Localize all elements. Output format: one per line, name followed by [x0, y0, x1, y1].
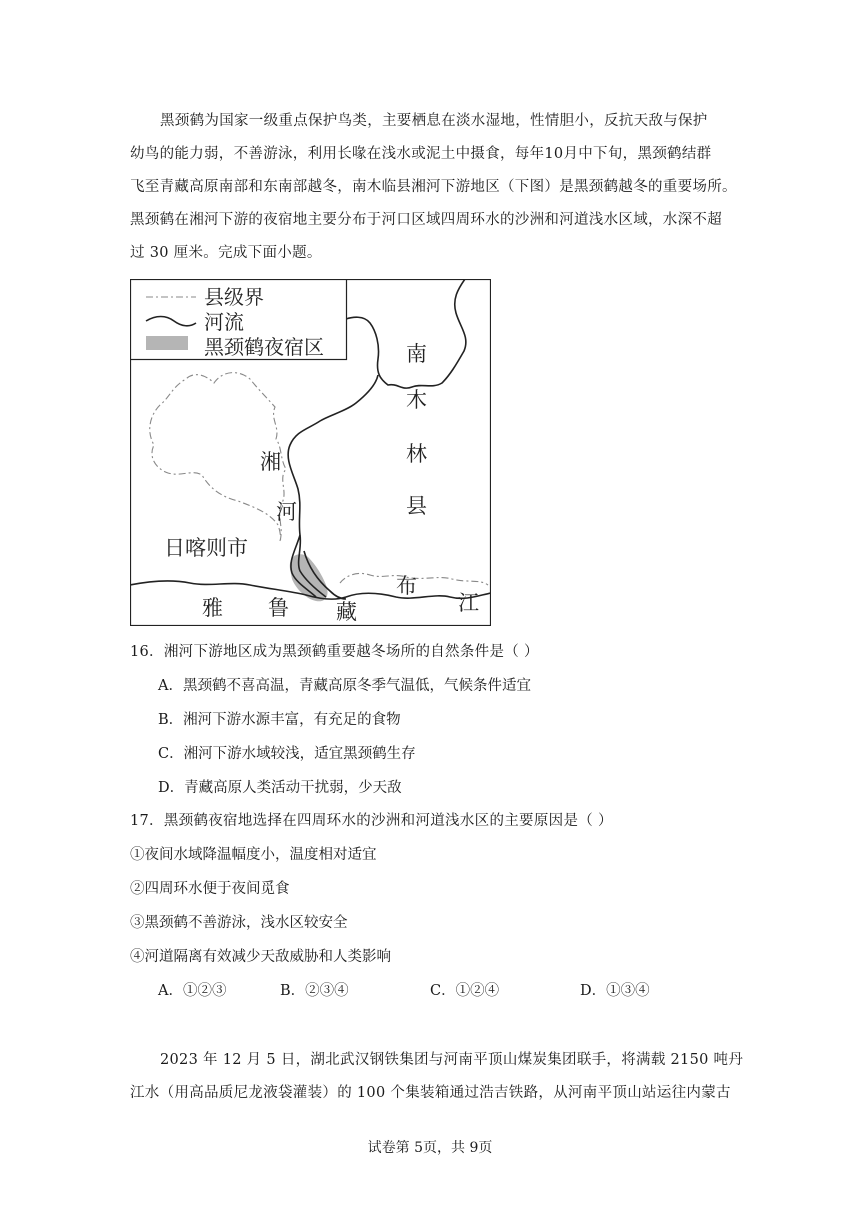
- nanmulin-county-label: 县: [406, 494, 427, 518]
- question-16-stem: 16．湘河下游地区成为黑颈鹤重要越冬场所的自然条件是（ ）: [130, 644, 539, 660]
- yarlung-river-label: 布: [396, 574, 417, 598]
- map-legend: [131, 280, 347, 360]
- question-17-item: ①夜间水域降温幅度小，温度相对适宜: [130, 847, 377, 863]
- question-17-item: ②四周环水便于夜间觅食: [130, 881, 290, 897]
- intro-line: 飞至青藏高原南部和东南部越冬，南木临县湘河下游地区（下图）是黑颈鹤越冬的重要场所。: [130, 179, 737, 195]
- intro-line: 过 30 厘米。完成下面小题。: [130, 245, 322, 261]
- question-16-option-a: A．黑颈鹤不喜高温，青藏高原冬季气温低，气候条件适宜: [158, 678, 531, 694]
- legend-county-boundary-label: 县级界: [204, 285, 264, 309]
- page-footer: 试卷第 5页，共 9页: [367, 1140, 493, 1156]
- nanmulin-county-label: 木: [406, 388, 427, 412]
- intro-line: 幼鸟的能力弱，不善游泳，利用长喙在浅水或泥土中摄食，每年10月中下旬，黑颈鹤结群: [130, 146, 712, 162]
- question-17-item: ④河道隔离有效减少天敌威胁和人类影响: [130, 949, 391, 965]
- yarlung-river-label: 江: [458, 591, 479, 615]
- legend-roost-area-label: 黑颈鹤夜宿区: [204, 335, 324, 359]
- question-16-option-d: D．青藏高原人类活动干扰弱，少天敌: [158, 780, 402, 796]
- next-passage-line: 江水（用高品质尼龙液袋灌装）的 100 个集装箱通过浩吉铁路，从河南平顶山站运往内蒙古: [130, 1085, 731, 1101]
- intro-line: 黑颈鹤为国家一级重点保护鸟类，主要栖息在淡水湿地，性情胆小，反抗天敌与保护: [160, 113, 708, 129]
- shigatse-city-label: 日喀则市: [164, 536, 248, 560]
- yarlung-river-label: 雅: [202, 596, 223, 620]
- question-17-option-a: A．①②③: [158, 983, 227, 999]
- intro-line: 黑颈鹤在湘河下游的夜宿地主要分布于河口区域四周环水的沙洲和河道浅水区域，水深不超: [130, 212, 722, 228]
- next-passage-line: 2023 年 12 月 5 日，湖北武汉钢铁集团与河南平顶山煤炭集团联手，将满载 2150 吨丹: [160, 1052, 744, 1068]
- yarlung-river-label: 藏: [336, 600, 357, 624]
- xiang-river-label: 湘: [260, 450, 281, 474]
- question-16-option-c: C．湘河下游水域较浅，适宜黑颈鹤生存: [158, 746, 416, 762]
- question-17-item: ③黑颈鹤不善游泳，浅水区较安全: [130, 915, 348, 931]
- xiang-river-label: 河: [276, 500, 297, 524]
- yarlung-river-label: 鲁: [268, 596, 289, 620]
- map-figure: [130, 279, 491, 626]
- roost-area-symbol: [146, 336, 188, 350]
- legend-river-label: 河流: [204, 310, 244, 334]
- question-16-option-b: B．湘河下游水源丰富，有充足的食物: [158, 712, 401, 728]
- question-17-option-d: D．①③④: [580, 983, 650, 999]
- intro-paragraph: [130, 105, 737, 270]
- nanmulin-county-label: 林: [406, 442, 427, 466]
- question-17-option-c: C．①②④: [430, 983, 500, 999]
- next-passage: [130, 1044, 744, 1110]
- question-17-stem: 17．黑颈鹤夜宿地选择在四周环水的沙洲和河道浅水区的主要原因是（ ）: [130, 813, 613, 829]
- nanmulin-county-label: 南: [406, 342, 427, 366]
- question-17-option-b: B．②③④: [280, 983, 349, 999]
